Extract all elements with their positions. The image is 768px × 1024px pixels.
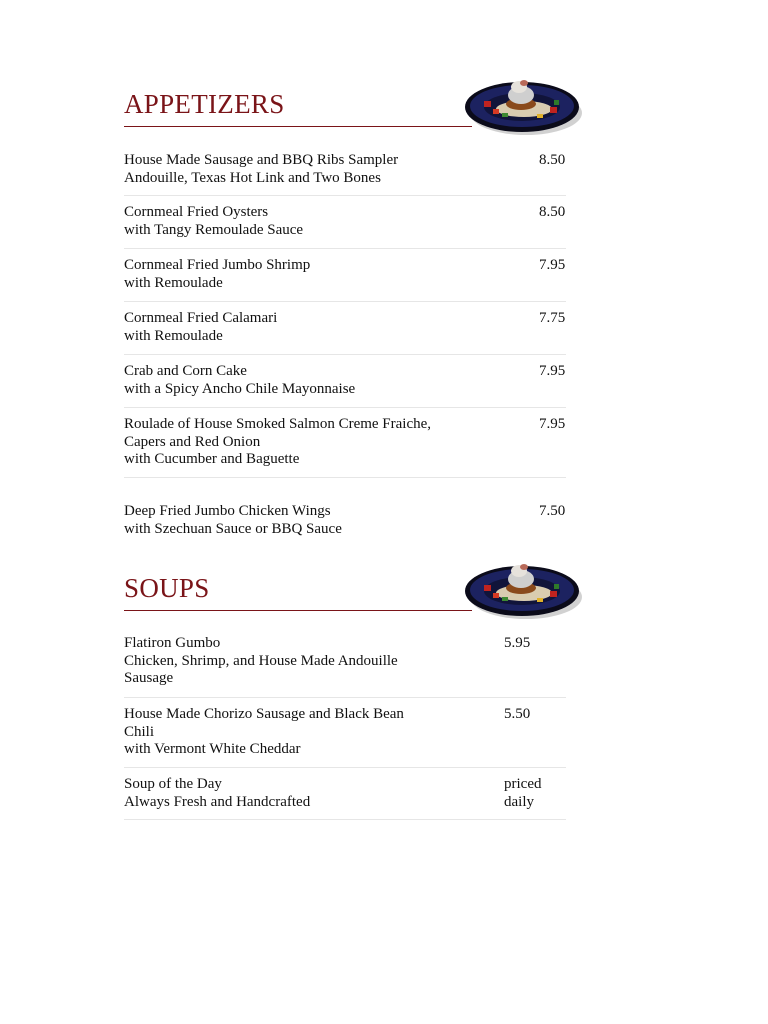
menu-item <box>124 249 566 302</box>
appetizers-title-rule <box>124 126 472 127</box>
menu-item-detail: Chicken, Shrimp, and House Made Andouille <box>124 652 398 669</box>
menu-item <box>124 698 566 768</box>
menu-item <box>124 355 566 408</box>
soups-header <box>124 573 584 643</box>
menu-item <box>124 408 566 478</box>
menu-item-description <box>124 363 444 398</box>
menu-item-detail: Always Fresh and Handcrafted <box>124 793 311 810</box>
soups-title: SOUPS <box>124 573 210 603</box>
menu-item-description <box>124 706 444 759</box>
menu-item-description <box>124 152 444 187</box>
menu-item-name: Cornmeal Fried Calamari <box>124 310 278 326</box>
menu-item-detail: with Szechuan Sauce or BBQ Sauce <box>124 520 342 537</box>
menu-item <box>124 196 566 249</box>
menu-item <box>124 302 566 355</box>
menu-item-name: Crab and Corn Cake <box>124 363 247 379</box>
soups-title-rule <box>124 610 472 611</box>
appetizers-title: APPETIZERS <box>124 89 285 119</box>
menu-item-name: Roulade of House Smoked Salmon Creme Fraiche, <box>124 416 432 432</box>
menu-item-price: 7.50 <box>539 503 566 519</box>
menu-item-detail: Sausage <box>124 670 174 686</box>
menu-item-price: 7.95 <box>539 363 566 379</box>
price-line: priced <box>504 776 542 792</box>
menu-item-description <box>124 503 444 538</box>
menu-item-description <box>124 416 444 469</box>
menu-item-description <box>124 635 444 688</box>
menu-item-price <box>504 776 541 811</box>
menu-item-price: 7.75 <box>539 310 566 326</box>
menu-item-detail: with Remoulade <box>124 327 223 344</box>
menu-item-price: 8.50 <box>539 152 566 168</box>
menu-item-detail: with Vermont White Cheddar <box>124 741 301 757</box>
menu-item-price: 7.95 <box>539 257 566 273</box>
menu-item-price: 7.95 <box>539 416 566 432</box>
soups-section <box>124 573 584 810</box>
menu-item-name: Capers and Red Onion <box>124 433 261 450</box>
menu-item-name: Cornmeal Fried Oysters <box>124 204 269 220</box>
menu-item-name: Flatiron Gumbo <box>124 635 221 651</box>
menu-item-name: House Made Chorizo Sausage and Black Bean <box>124 706 404 722</box>
menu-item-detail: Andouille, Texas Hot Link and Two Bones <box>124 169 381 186</box>
menu-item-detail: with Tangy Remoulade Sauce <box>124 221 304 238</box>
menu-item-name: Deep Fried Jumbo Chicken Wings <box>124 503 331 519</box>
menu-item-price: 5.50 <box>504 706 531 722</box>
menu-item-detail: with a Spicy Ancho Chile Mayonnaise <box>124 380 356 397</box>
price-line: daily <box>504 793 534 810</box>
menu-item <box>124 152 566 196</box>
appetizers-header <box>124 89 584 159</box>
menu-item-price: 8.50 <box>539 204 566 220</box>
menu-item-detail: with Remoulade <box>124 274 223 291</box>
soups-list <box>124 635 566 820</box>
menu-item <box>124 635 566 698</box>
menu-item-name: Cornmeal Fried Jumbo Shrimp <box>124 257 311 273</box>
plated-dish-image <box>462 73 586 143</box>
appetizers-list <box>124 152 566 555</box>
menu-item-detail: with Cucumber and Baguette <box>124 451 300 467</box>
menu-item-description <box>124 257 444 292</box>
menu-item <box>124 768 566 820</box>
menu-item-name: Soup of the Day <box>124 776 222 792</box>
menu-item-name: Chili <box>124 723 155 740</box>
appetizers-section <box>124 89 584 537</box>
menu-item <box>124 478 566 555</box>
menu-item-description <box>124 204 444 239</box>
plated-dish-image <box>462 557 586 627</box>
menu-item-price: 5.95 <box>504 635 531 651</box>
menu-item-name: House Made Sausage and BBQ Ribs Sampler <box>124 152 399 168</box>
menu-item-description <box>124 310 444 345</box>
menu-item-description <box>124 776 444 811</box>
